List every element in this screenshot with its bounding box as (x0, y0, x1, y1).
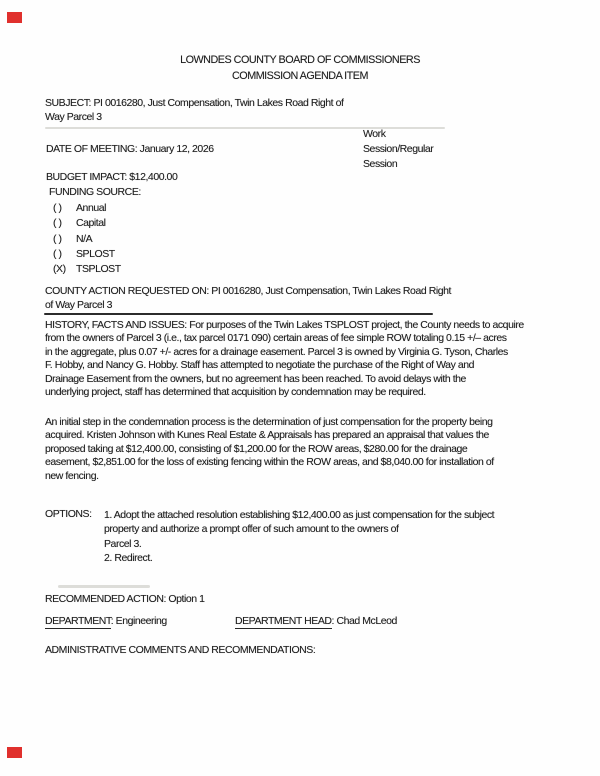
text-line: HISTORY, FACTS AND ISSUES: For purposes of the Twin Lakes TSPLOST project, the County needs to acquire (45, 319, 524, 331)
date-of-meeting: DATE OF MEETING: January 12, 2026 (46, 143, 214, 155)
funding-option-tsplost (53, 262, 121, 277)
appraisal-paragraph (45, 416, 494, 483)
text-line: acquired. Kristen Johnson with Kunes Real Estate & Appraisals has prepared an appraisal that values the (45, 429, 489, 442)
session-type-line-3: Session (363, 158, 398, 170)
funding-option-label: Capital (76, 217, 106, 230)
subject-line-2: Way Parcel 3 (45, 111, 102, 123)
option-1-line-3: Parcel 3. (104, 537, 142, 550)
department-head-value: : Chad McLeod (331, 615, 397, 627)
county-action-line-2: of Way Parcel 3 (45, 299, 112, 311)
department-field (45, 615, 167, 627)
funding-option-label: N/A (76, 232, 93, 245)
department-head-label: DEPARTMENT HEAD (235, 615, 332, 627)
department-label: DEPARTMENT (45, 615, 111, 627)
scan-artifact-smudge (58, 585, 150, 588)
subject-line-1: SUBJECT: PI 0016280, Just Compensation, Twin Lakes Road Right of (45, 97, 344, 109)
funding-options-list (53, 201, 121, 278)
department-value: : Engineering (110, 615, 167, 627)
options-list (104, 508, 494, 566)
text-line: An initial step in the condemnation process is the determination of just compensation for the property being (45, 416, 493, 428)
text-line: from the owners of Parcel 3 (i.e., tax parcel 0171 090) certain areas of fee simple ROW totaling 0.15 +/– acres (45, 332, 507, 345)
funding-option-label: Annual (76, 202, 106, 214)
options-label: OPTIONS: (45, 508, 92, 520)
recommended-action: RECOMMENDED ACTION: Option 1 (45, 593, 205, 605)
document-title-line-2: COMMISSION AGENDA ITEM (232, 70, 368, 82)
funding-option-label: TSPLOST (76, 263, 121, 276)
history-facts-issues-paragraph (45, 319, 524, 399)
option-1-line-1: 1. Adopt the attached resolution establishing $12,400.00 as just compensation for the subject (104, 509, 495, 521)
text-line: in the aggregate, plus 0.07 +/- acres for a drainage easement. Parcel 3 is owned by Virginia G. Tyson, Charles (45, 345, 508, 358)
county-action-line-1: COUNTY ACTION REQUESTED ON: PI 0016280, Just Compensation, Twin Lakes Road Right (45, 285, 451, 297)
funding-option-annual (53, 201, 121, 216)
funding-option-label: SPLOST (76, 248, 115, 261)
funding-option-na (53, 232, 121, 247)
funding-option-capital (53, 216, 121, 231)
checkbox-mark-checked: (X) (53, 263, 66, 276)
department-head-field (235, 615, 397, 627)
checkbox-mark: ( ) (53, 202, 62, 214)
checkbox-mark: ( ) (53, 248, 62, 261)
text-line: new fencing. (45, 469, 99, 482)
budget-impact: BUDGET IMPACT: $12,400.00 (46, 171, 178, 183)
funding-option-splost (53, 247, 121, 262)
session-type-line-2: Session/Regular (363, 143, 434, 155)
option-2: 2. Redirect. (104, 552, 153, 565)
session-type-line-1: Work (363, 128, 386, 140)
document-title-line-1: LOWNDES COUNTY BOARD OF COMMISSIONERS (180, 54, 420, 66)
checkbox-mark: ( ) (53, 217, 62, 230)
checkbox-mark: ( ) (53, 232, 62, 245)
text-line: underlying project, staff has determined that acquisition by condemnation may be required. (45, 385, 426, 398)
funding-source-label: FUNDING SOURCE: (49, 186, 141, 198)
text-line: F. Hobby, and Nancy G. Hobby. Staff has attempted to negotiate the purchase of the Right of Way and (45, 359, 475, 372)
section-divider (44, 313, 433, 315)
option-1-line-2: property and authorize a prompt offer of such amount to the owners of (104, 523, 399, 536)
text-line: Drainage Easement from the owners, but no agreement has been reached. To avoid delays with the (45, 372, 466, 385)
red-corner-marker-bottom (7, 747, 22, 758)
text-line: proposed taking at $12,400.00, consisting of $1,200.00 for the ROW areas, $280.00 for the drainage (45, 442, 468, 455)
administrative-comments-heading: ADMINISTRATIVE COMMENTS AND RECOMMENDATIONS: (45, 644, 316, 656)
text-line: easement, $2,851.00 for the loss of existing fencing within the ROW areas, and $8,040.00 for installation of (45, 456, 494, 469)
red-corner-marker-top (7, 12, 22, 23)
